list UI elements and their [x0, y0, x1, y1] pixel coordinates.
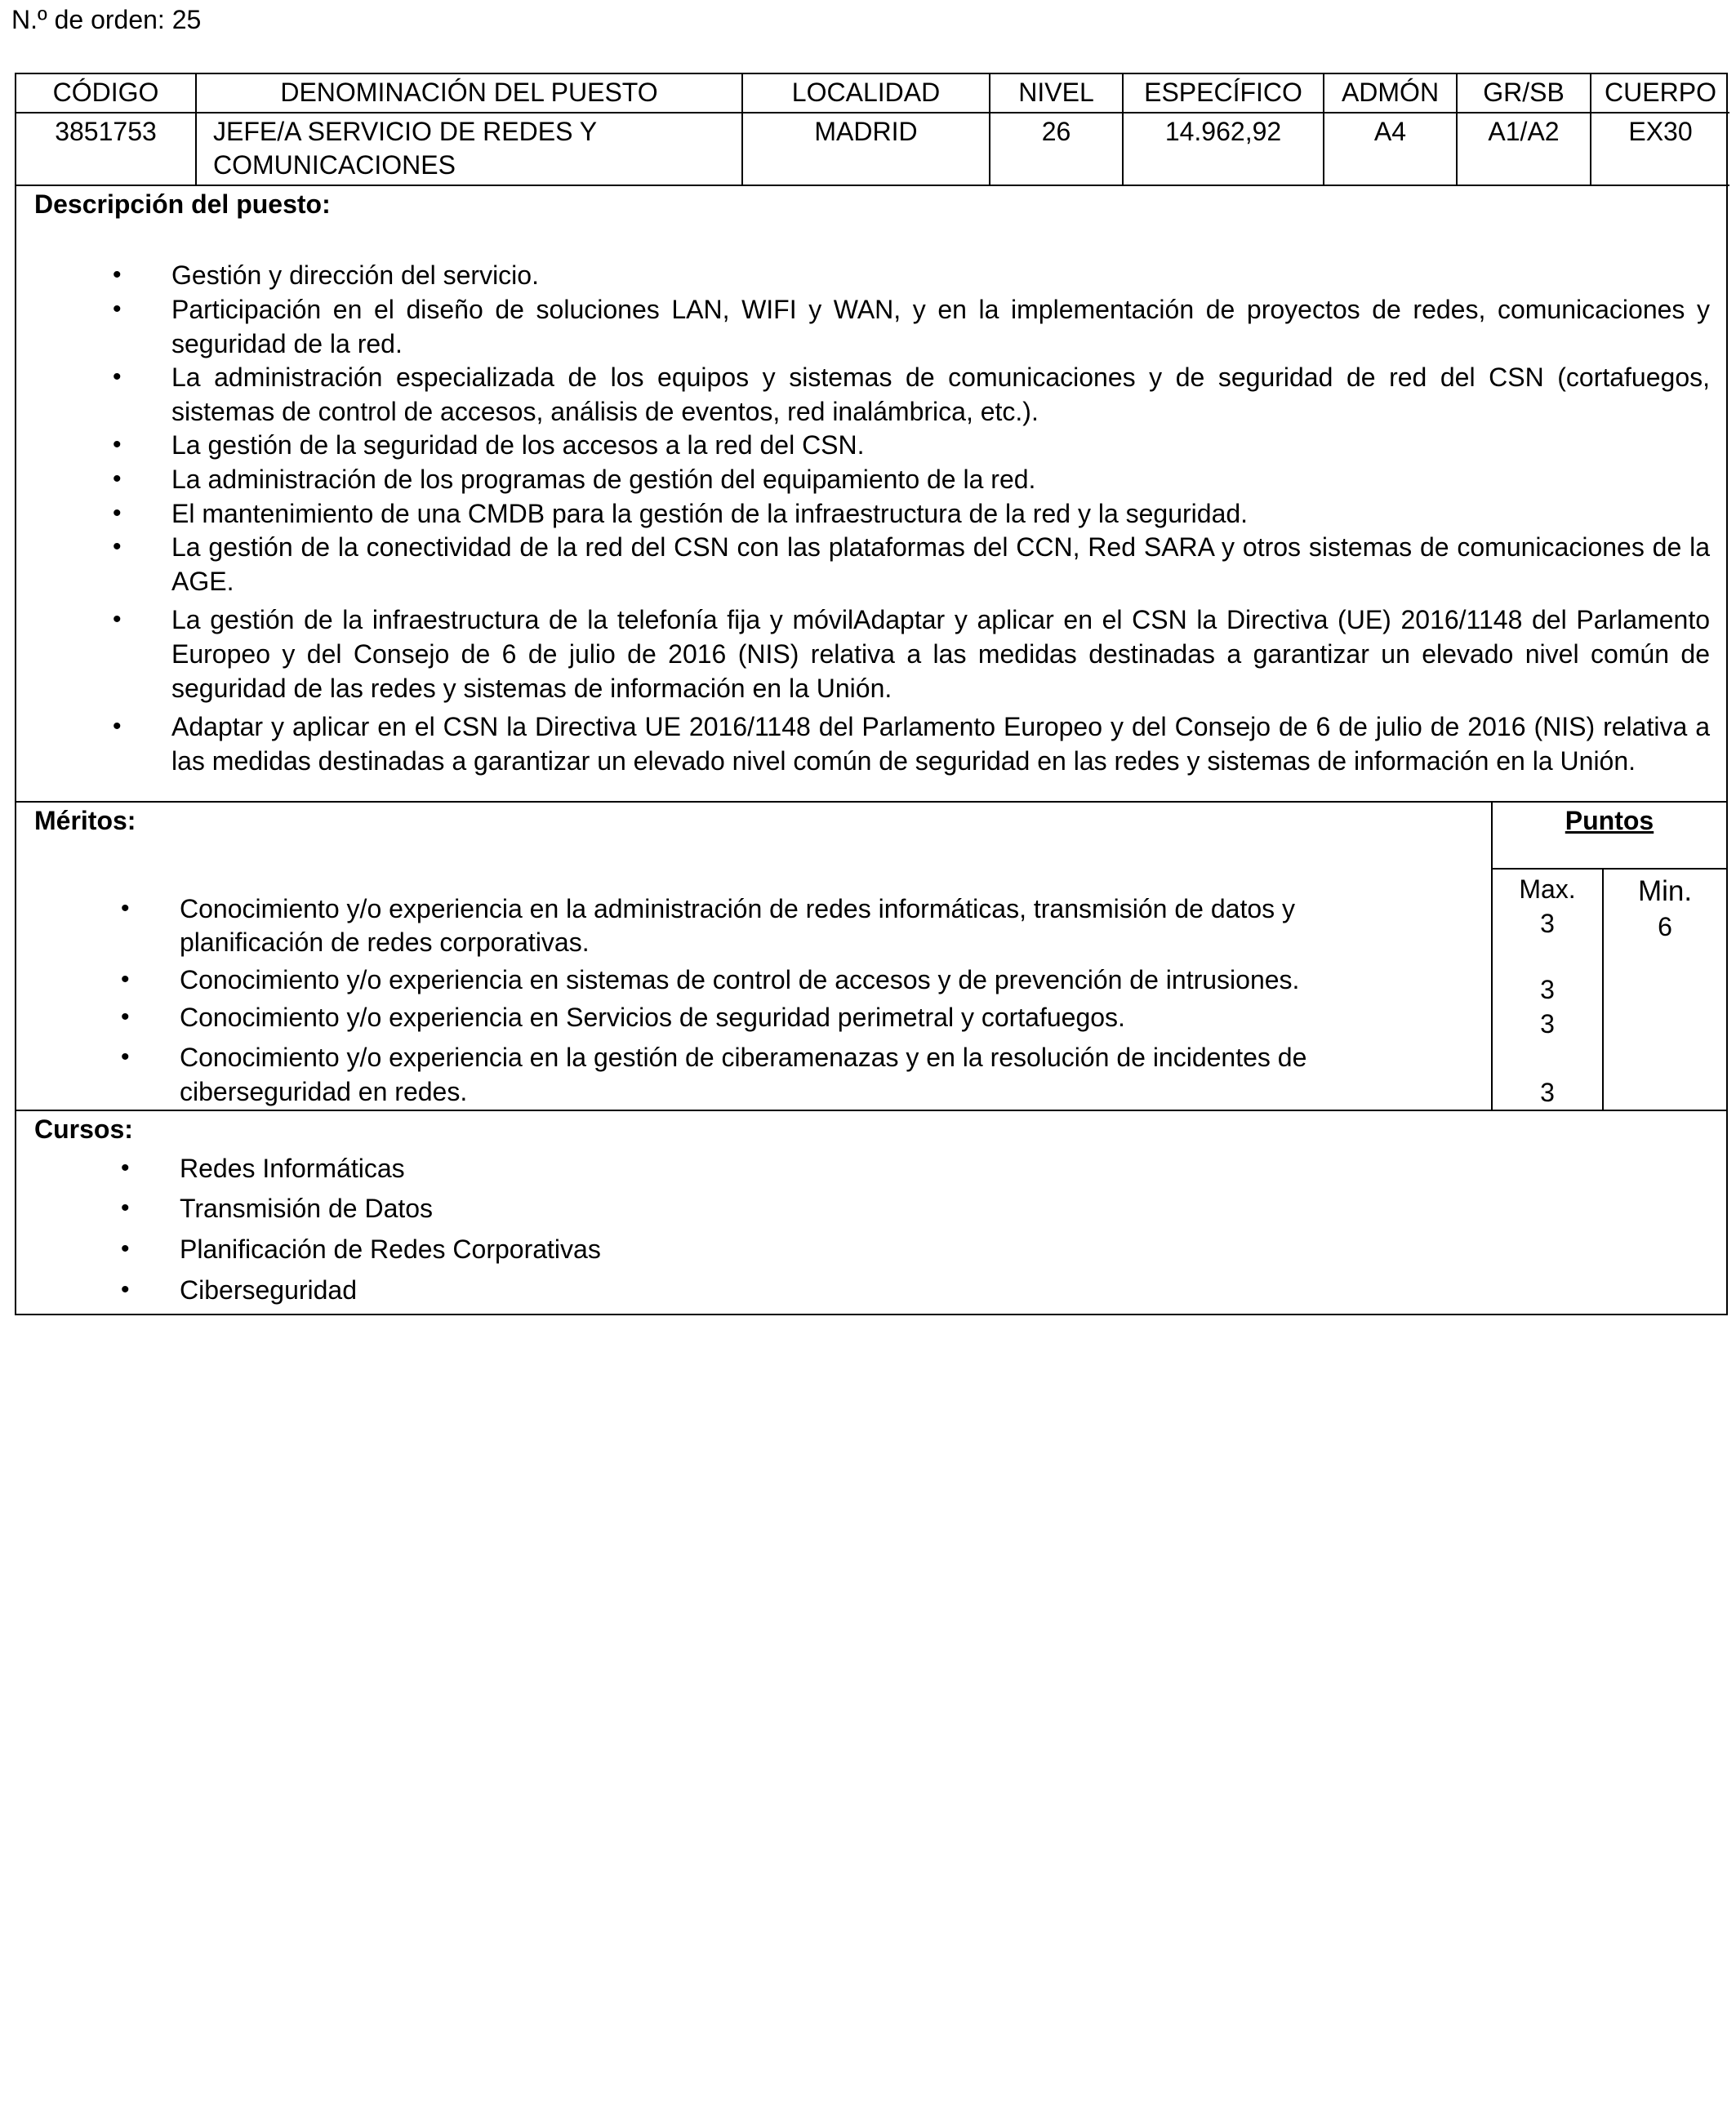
- cell-admon: A4: [1324, 113, 1457, 185]
- header-localidad: LOCALIDAD: [742, 74, 990, 113]
- header-denominacion: DENOMINACIÓN DEL PUESTO: [196, 74, 742, 113]
- points-columns: [1493, 870, 1726, 1110]
- bullet-icon: •: [113, 606, 122, 634]
- max-value: 3: [1540, 908, 1555, 938]
- list-item: • Conocimiento y/o experiencia en la gestión de ciberamenazas y en la resolución de incidentes de ciberseguridad en redes.: [121, 1043, 1307, 1106]
- cell-cuerpo: EX30: [1591, 113, 1729, 185]
- list-item: • Gestión y dirección del servicio.: [113, 260, 539, 291]
- min-value: 6: [1658, 911, 1672, 941]
- table-header-row: [16, 74, 1729, 113]
- cell-localidad: MADRID: [742, 113, 990, 185]
- points-panel: [1491, 803, 1726, 1110]
- cell-grsb: A1/A2: [1457, 113, 1591, 185]
- list-item: • La gestión de la conectividad de la red del CSN con las plataformas del CCN, Red SARA y otros sistemas de comunicaciones de la AGE.: [113, 532, 1710, 596]
- header-especifico: ESPECÍFICO: [1123, 74, 1324, 113]
- merits-content: [16, 803, 1491, 1110]
- table-row: [16, 113, 1729, 185]
- bullet-icon: •: [121, 1003, 130, 1030]
- cell-denominacion: JEFE/A SERVICIO DE REDES Y COMUNICACIONES: [196, 113, 742, 185]
- max-value: 3: [1540, 1077, 1555, 1107]
- cell-nivel: 26: [990, 113, 1123, 185]
- merits-list: [16, 839, 1491, 1110]
- bullet-icon: •: [121, 894, 130, 922]
- bullet-icon: •: [121, 1194, 130, 1222]
- list-item: • Redes Informáticas: [121, 1153, 405, 1183]
- min-label: Min.: [1637, 875, 1693, 908]
- list-item: • Conocimiento y/o experiencia en sistemas de control de accesos y de prevención de intrusiones.: [121, 965, 1300, 995]
- list-item: • La gestión de la seguridad de los accesos a la red del CSN.: [113, 430, 865, 460]
- list-item: • Participación en el diseño de soluciones LAN, WIFI y WAN, y en la implementación de proyectos de redes, comunicaciones y seguridad de la red.: [113, 294, 1710, 358]
- bullet-icon: •: [113, 499, 122, 527]
- description-section: [16, 186, 1726, 802]
- max-column: [1493, 870, 1604, 1110]
- max-value: 3: [1540, 975, 1555, 1005]
- max-label: Max.: [1519, 874, 1576, 905]
- header-nivel: NIVEL: [990, 74, 1123, 113]
- merits-title: Méritos:: [34, 806, 136, 836]
- points-title: Puntos: [1493, 803, 1726, 870]
- description-list: [16, 221, 1726, 801]
- position-table: [16, 74, 1729, 186]
- list-item: • Adaptar y aplicar en el CSN la Directiva UE 2016/1148 del Parlamento Europeo y del Consejo de 6 de julio de 2016 (NIS) relativa a las medidas destinadas a garantizar un elevado nivel común de seguridad en las redes y sistemas de información en la Unión.: [113, 712, 1710, 776]
- bullet-icon: •: [113, 465, 122, 492]
- order-number: N.º de orden: 25: [11, 5, 202, 34]
- cell-especifico: 14.962,92: [1123, 113, 1324, 185]
- list-item: • La gestión de la infraestructura de la telefonía fija y móvilAdaptar y aplicar en el CSN la Directiva (UE) 2016/1148 del Parlamento Europeo y del Consejo de 6 de julio de 2016 (NIS) relativa a las medidas destinadas a garantizar un elevado nivel común de seguridad de las redes y sistemas de información en la Unión.: [113, 605, 1710, 703]
- bullet-icon: •: [113, 295, 122, 323]
- courses-section: [16, 1110, 1726, 1307]
- bullet-icon: •: [113, 533, 122, 561]
- list-item: • La administración de los programas de gestión del equipamiento de la red.: [113, 464, 1036, 494]
- description-title: Descripción del puesto:: [34, 189, 331, 219]
- bullet-icon: •: [121, 1275, 130, 1303]
- list-item: • El mantenimiento de una CMDB para la gestión de la infraestructura de la red y la seguridad.: [113, 498, 1249, 528]
- bullet-icon: •: [121, 1043, 130, 1071]
- bullet-icon: •: [121, 1154, 130, 1181]
- list-item: • La administración especializada de los equipos y sistemas de comunicaciones y de seguridad de red del CSN (cortafuegos, sistemas de control de accesos, análisis de eventos, red inalámbrica, etc.).: [113, 363, 1710, 426]
- bullet-icon: •: [113, 431, 122, 459]
- bullet-icon: •: [113, 363, 122, 391]
- bullet-icon: •: [121, 966, 130, 994]
- bullet-icon: •: [121, 1235, 130, 1263]
- cell-codigo: 3851753: [16, 113, 196, 185]
- courses-list: [16, 1147, 1726, 1307]
- min-column: [1604, 870, 1726, 1110]
- header-grsb: GR/SB: [1457, 74, 1591, 113]
- max-value: 3: [1540, 1009, 1555, 1039]
- merits-section: [16, 801, 1726, 1110]
- courses-title: Cursos:: [34, 1114, 133, 1145]
- bullet-icon: •: [113, 261, 122, 289]
- list-item: • Ciberseguridad: [121, 1274, 358, 1305]
- list-item: • Conocimiento y/o experiencia en Servicios de seguridad perimetral y cortafuegos.: [121, 1002, 1125, 1032]
- list-item: • Planificación de Redes Corporativas: [121, 1234, 601, 1265]
- header-cuerpo: CUERPO: [1591, 74, 1729, 113]
- job-posting-document: [15, 73, 1728, 1315]
- list-item: • Transmisión de Datos: [121, 1194, 434, 1224]
- header-admon: ADMÓN: [1324, 74, 1457, 113]
- header-codigo: CÓDIGO: [16, 74, 196, 113]
- list-item: • Conocimiento y/o experiencia en la administración de redes informáticas, transmisión de datos y planificación de redes corporativas.: [121, 893, 1296, 958]
- bullet-icon: •: [113, 713, 122, 741]
